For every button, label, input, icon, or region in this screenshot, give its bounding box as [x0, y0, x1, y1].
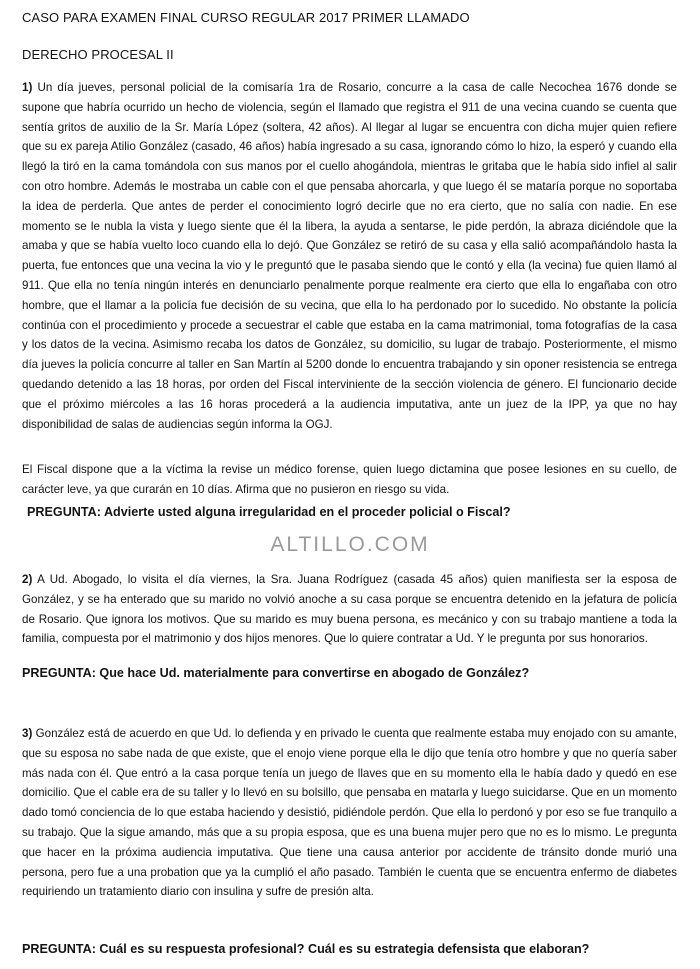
case-3-paragraph	[22, 724, 677, 902]
case-2-number: 2)	[22, 573, 33, 586]
case-2-text: A Ud. Abogado, lo visita el día viernes, la Sra. Juana Rodríguez (casada 45 años) quien manifiesta ser la esposa de González, y se ha enterado que su marido no volvió anoche a su casa porque se encuentra detenido en la jefatura de policía de Rosario. Que ignora los motivos. Que su marido es muy buena persona, es mecánico y con su trabajo mantiene a toda la familia, compuesta por el matrimonio y dos hijos menores. Que lo quiere contratar a Ud. Y le pregunta por sus honorarios.	[22, 573, 677, 646]
case-1-number: 1)	[22, 81, 33, 94]
watermark: ALTILLO.COM	[270, 533, 430, 556]
case-1-text: Un día jueves, personal policial de la comisaría 1ra de Rosario, concurre a la casa de calle Necochea 1676 donde se supone que habría ocurrido un hecho de violencia, según el llamado que registra el 911 de una vecina cuando se cuenta que sentía gritos de auxilio de la Sr. María López (soltera, 42 años). Al llegar al lugar se encuentra con dicha mujer quien refiere que su ex pareja Atilio González (casado, 46 años) había ingresado a su casa, ignorando cómo lo hizo, la esperó y cuando ella llegó la tiró en la cama tomándola con sus manos por el cuello ahogándola, mientras le gritaba que le había sido infiel al salir con otro hombre. Además le mostraba un cable con el que pensaba ahorcarla, y que luego él se mataría porque no soportaba la idea de perderla. Que antes de perder el conocimiento logró decirle que no era cierto, que no salía con nadie. En ese momento se le nubla la vista y luego siente que él la libera, la ayuda a sentarse, le pide perdón, la abraza diciéndole que la amaba y que se había vuelto loco cuando ella lo dejó. Que González se retiró de su casa y ella salió acompañándolo hasta la puerta, fue entonces que una vecina la vio y le preguntó que le pasaba siendo que le contó y ella (la vecina) fue quien llamó al 911. Que ella no tenía ningún interés en denunciarlo penalmente porque realmente era cierto que ella lo engañaba con otro hombre, que el llamar a la policía fue decisión de su vecina, que ella lo ha perdonado por lo sucedido. No obstante la policía continúa con el procedimiento y procede a secuestrar el cable que estaba en la cama matrimonial, toma fotografías de la casa y los datos de la vecina. Asimismo recaba los datos de González, su domicilio, su lugar de trabajo. Posteriormente, el mismo día jueves la policía concurre al taller en San Martín al 5200 donde lo encuentra trabajando y sin oponer resistencia se entrega quedando detenido a las 18 horas, por orden del Fiscal interviniente de la sección violencia de género. El funcionario decide que el próximo miércoles a las 16 horas procederá a la audiencia imputativa, ante un juez de la IPP, ya que no hay disponibilidad de salas de audiencias según informa la OGJ.	[22, 81, 677, 431]
case-3-number: 3)	[22, 727, 33, 740]
case-3-text: González está de acuerdo en que Ud. lo defienda y en privado le cuenta que realmente estaba muy enojado con su amante, que su esposa no sabe nada de que existe, que el enojo viene porque ella le dijo que tenía otro hombre y que no quería saber más nada con él. Que entró a la casa porque tenía un juego de llaves que en su momento ella le había dado y quedó en ese domicilio. Que el cable era de su taller y lo llevó en su bolsillo, que pensaba en matarla y luego suicidarse. Que en un momento dado tomó conciencia de lo que estaba haciendo y desistió, pidiéndole perdón. Que ella lo perdonó y por eso se fue tranquilo a su trabajo. Que la sigue amando, más que a su propia esposa, que es una buena mujer pero que no es lo mismo. Le pregunta que hacer en la próxima audiencia imputativa. Que tiene una causa anterior por accidente de tránsito donde murió una persona, pero fue a una probation que ya la cumplió el año pasado. También le cuenta que se encuentra enfermo de diabetes requiriendo un tratamiento diario con insulina y sufre de presión alta.	[22, 727, 677, 899]
question-3: PREGUNTA: Cuál es su respuesta profesional? Cuál es su estrategia defensista que elaboran?	[22, 942, 590, 956]
question-1: PREGUNTA: Advierte usted alguna irregularidad en el proceder policial o Fiscal?	[27, 505, 511, 519]
case-2-paragraph	[22, 570, 677, 649]
subject-title: DERECHO PROCESAL II	[22, 47, 174, 62]
case-1-paragraph	[22, 78, 677, 434]
exam-title: CASO PARA EXAMEN FINAL CURSO REGULAR 2017 PRIMER LLAMADO	[22, 10, 470, 25]
case-1-forensic-paragraph: El Fiscal dispone que a la víctima la revise un médico forense, quien luego dictamina que posee lesiones en su cuello, de carácter leve, ya que curarán en 10 días. Afirma que no pusieron en riesgo su vida.	[22, 463, 677, 496]
question-2: PREGUNTA: Que hace Ud. materialmente para convertirse en abogado de González?	[22, 666, 530, 680]
